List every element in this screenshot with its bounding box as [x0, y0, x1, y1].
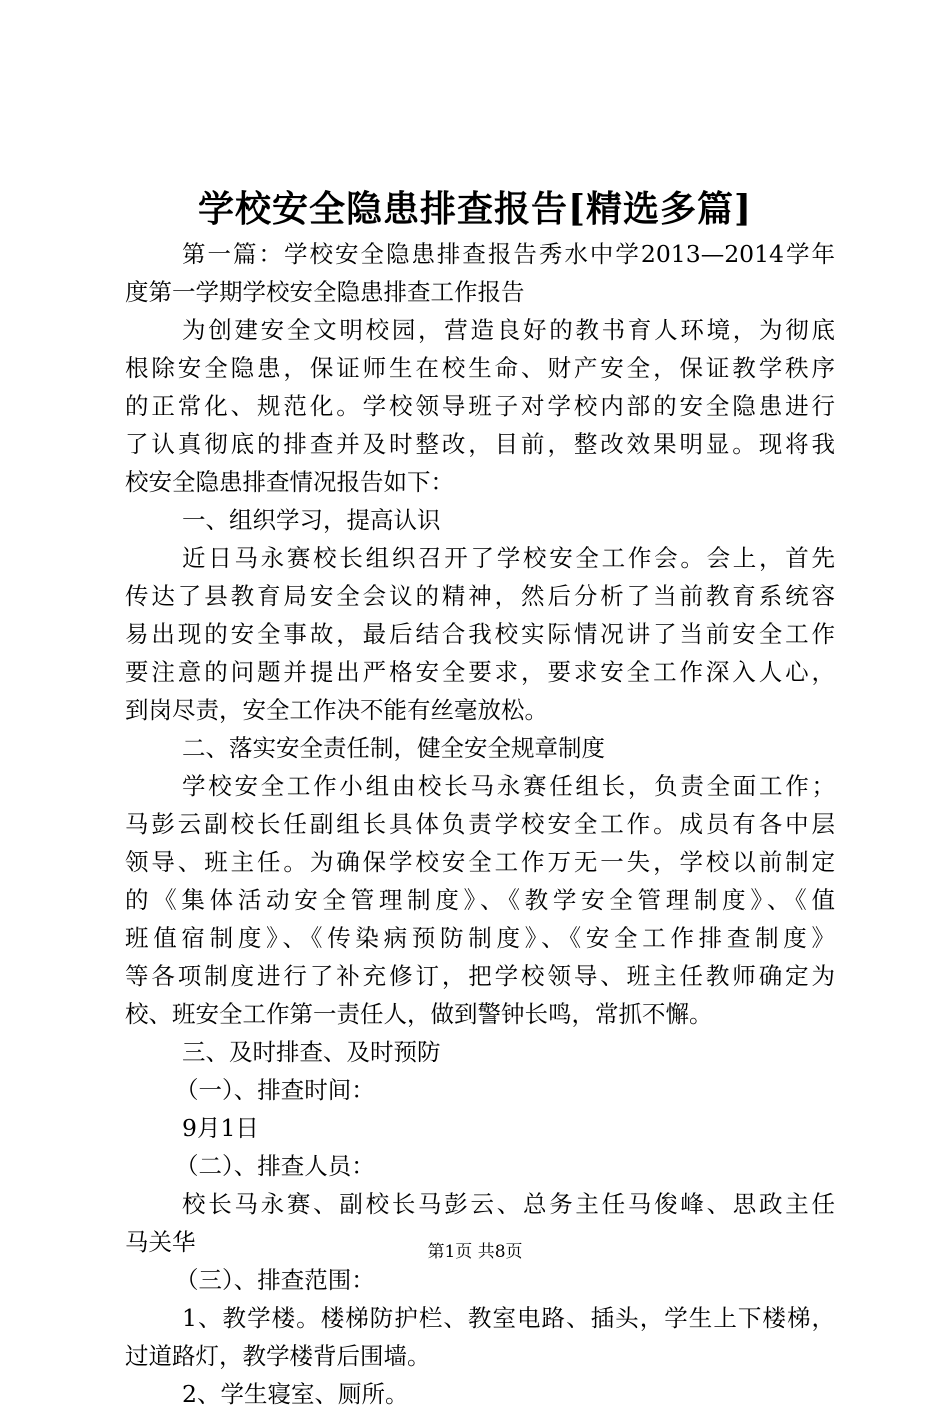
paragraph-line: 校长马永赛、副校长马彭云、总务主任马俊峰、思政主任	[182, 1190, 835, 1218]
subsection-heading: （二）、排查人员：	[175, 1152, 375, 1180]
page-number-footer: 第1页 共8页	[427, 1242, 523, 1262]
paragraph-line: 了认真彻底的排查并及时整改，目前，整改效果明显。现将我	[125, 430, 835, 458]
paragraph-line: 易出现的安全事故，最后结合我校实际情况讲了当前安全工作	[125, 620, 835, 648]
paragraph-line: 的《集体活动安全管理制度》、《教学安全管理制度》、《值	[125, 886, 835, 914]
paragraph-line: 2、学生寝室、厕所。	[182, 1380, 409, 1408]
paragraph-line: 到岗尽责，安全工作决不能有丝毫放松。	[125, 696, 548, 724]
subsection-heading: （一）、排查时间：	[175, 1076, 375, 1104]
paragraph-line: 班值宿制度》、《传染病预防制度》、《安全工作排查制度》	[125, 924, 835, 952]
paragraph-line: 近日马永赛校长组织召开了学校安全工作会。会上，首先	[182, 544, 835, 572]
paragraph-line: 根除安全隐患，保证师生在校生命、财产安全，保证教学秩序	[125, 354, 835, 382]
paragraph-line: 度第一学期学校安全隐患排查工作报告	[125, 278, 525, 306]
paragraph-line: 学校安全工作小组由校长马永赛任组长，负责全面工作；	[182, 772, 835, 800]
paragraph-line: 1、教学楼。楼梯防护栏、教室电路、插头，学生上下楼梯，	[182, 1304, 835, 1332]
paragraph-line: 校、班安全工作第一责任人，做到警钟长鸣，常抓不懈。	[125, 1000, 713, 1028]
section-heading: 三、及时排查、及时预防	[182, 1038, 441, 1066]
paragraph-line: 第一篇：学校安全隐患排查报告秀水中学2013—2014学年	[182, 240, 835, 268]
paragraph-line: 过道路灯，教学楼背后围墙。	[125, 1342, 431, 1370]
subsection-heading: （三）、排查范围：	[175, 1266, 375, 1294]
section-heading: 一、组织学习，提高认识	[182, 506, 441, 534]
paragraph-line: 等各项制度进行了补充修订，把学校领导、班主任教师确定为	[125, 962, 835, 990]
paragraph-line: 9月1日	[182, 1114, 259, 1142]
paragraph-line: 马关华	[125, 1228, 196, 1256]
paragraph-line: 的正常化、规范化。学校领导班子对学校内部的安全隐患进行	[125, 392, 835, 420]
paragraph-line: 为创建安全文明校园，营造良好的教书育人环境，为彻底	[182, 316, 835, 344]
section-heading: 二、落实安全责任制，健全安全规章制度	[182, 734, 605, 762]
document-title: 学校安全隐患排查报告[精选多篇]	[197, 188, 753, 230]
paragraph-line: 要注意的问题并提出严格安全要求，要求安全工作深入人心，	[125, 658, 835, 686]
document-body	[125, 235, 835, 1413]
paragraph-line: 校安全隐患排查情况报告如下：	[125, 468, 454, 496]
paragraph-line: 领导、班主任。为确保学校安全工作万无一失，学校以前制定	[125, 848, 835, 876]
paragraph-line: 传达了县教育局安全会议的精神，然后分析了当前教育系统容	[125, 582, 835, 610]
paragraph-line: 马彭云副校长任副组长具体负责学校安全工作。成员有各中层	[125, 810, 835, 838]
